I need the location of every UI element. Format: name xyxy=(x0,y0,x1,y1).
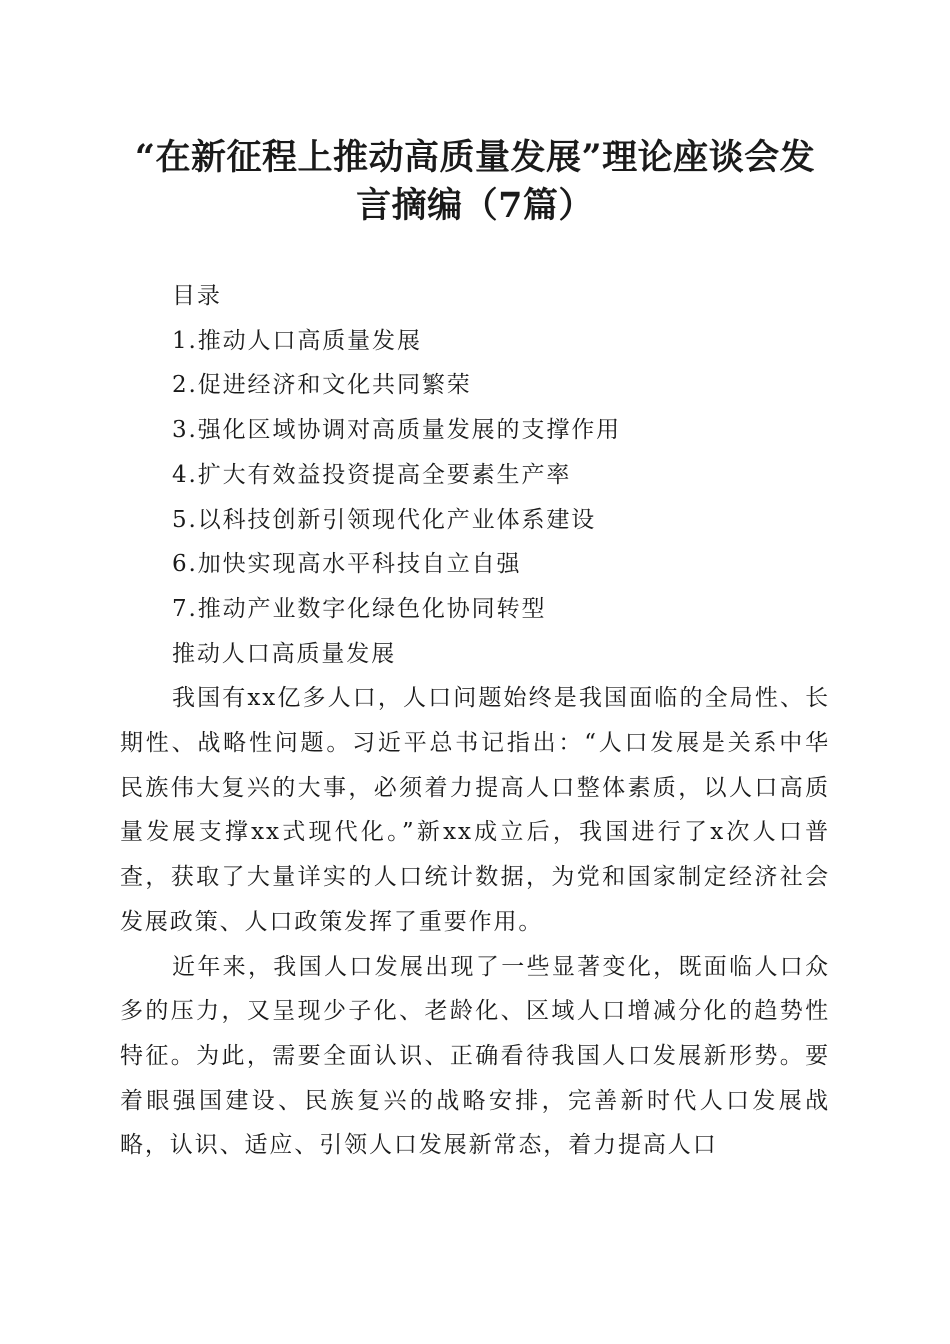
toc-item-7: 7.推动产业数字化绿色化协同转型 xyxy=(172,595,547,622)
body-paragraph-2: 近年来，我国人口发展出现了一些显著变化，既面临人口众多的压力，又呈现少子化、老龄化、区域人口增减分化的趋势性特征。为此，需要全面认识、正确看待我国人口发展新形势。要着眼强国建设、民族复兴的战略安排，完善新时代人口发展战略，认识、适应、引领人口发展新常态，着力提高人口 xyxy=(120,953,830,1159)
toc-item-6: 6.加快实现高水平科技自立自强 xyxy=(172,551,522,578)
title-line-1: “在新征程上推动高质量发展”理论座谈会发 xyxy=(134,137,816,178)
toc-item-4: 4.扩大有效益投资提高全要素生产率 xyxy=(172,461,572,488)
title-line-2: 言摘编（7篇） xyxy=(356,185,594,226)
toc-item-1: 1.推动人口高质量发展 xyxy=(172,327,422,354)
toc-heading: 目录 xyxy=(172,283,222,309)
section-heading: 推动人口高质量发展 xyxy=(172,640,397,667)
toc-item-2: 2.促进经济和文化共同繁荣 xyxy=(172,372,472,399)
body-paragraph-1: 我国有xx亿多人口，人口问题始终是我国面临的全局性、长期性、战略性问题。习近平总书记指出：“人口发展是关系中华民族伟大复兴的大事，必须着力提高人口整体素质，以人口高质量发展支撑xx式现代化。”新xx成立后，我国进行了x次人口普查，获取了大量详实的人口统计数据，为党和国家制定经济社会发展政策、人口政策发挥了重要作用。 xyxy=(120,685,830,935)
table-of-contents xyxy=(120,319,830,632)
document-body xyxy=(120,274,830,1168)
toc-item-5: 5.以科技创新引领现代化产业体系建设 xyxy=(172,506,597,533)
document-title xyxy=(120,134,830,230)
toc-item-3: 3.强化区域协调对高质量发展的支撑作用 xyxy=(172,417,622,444)
